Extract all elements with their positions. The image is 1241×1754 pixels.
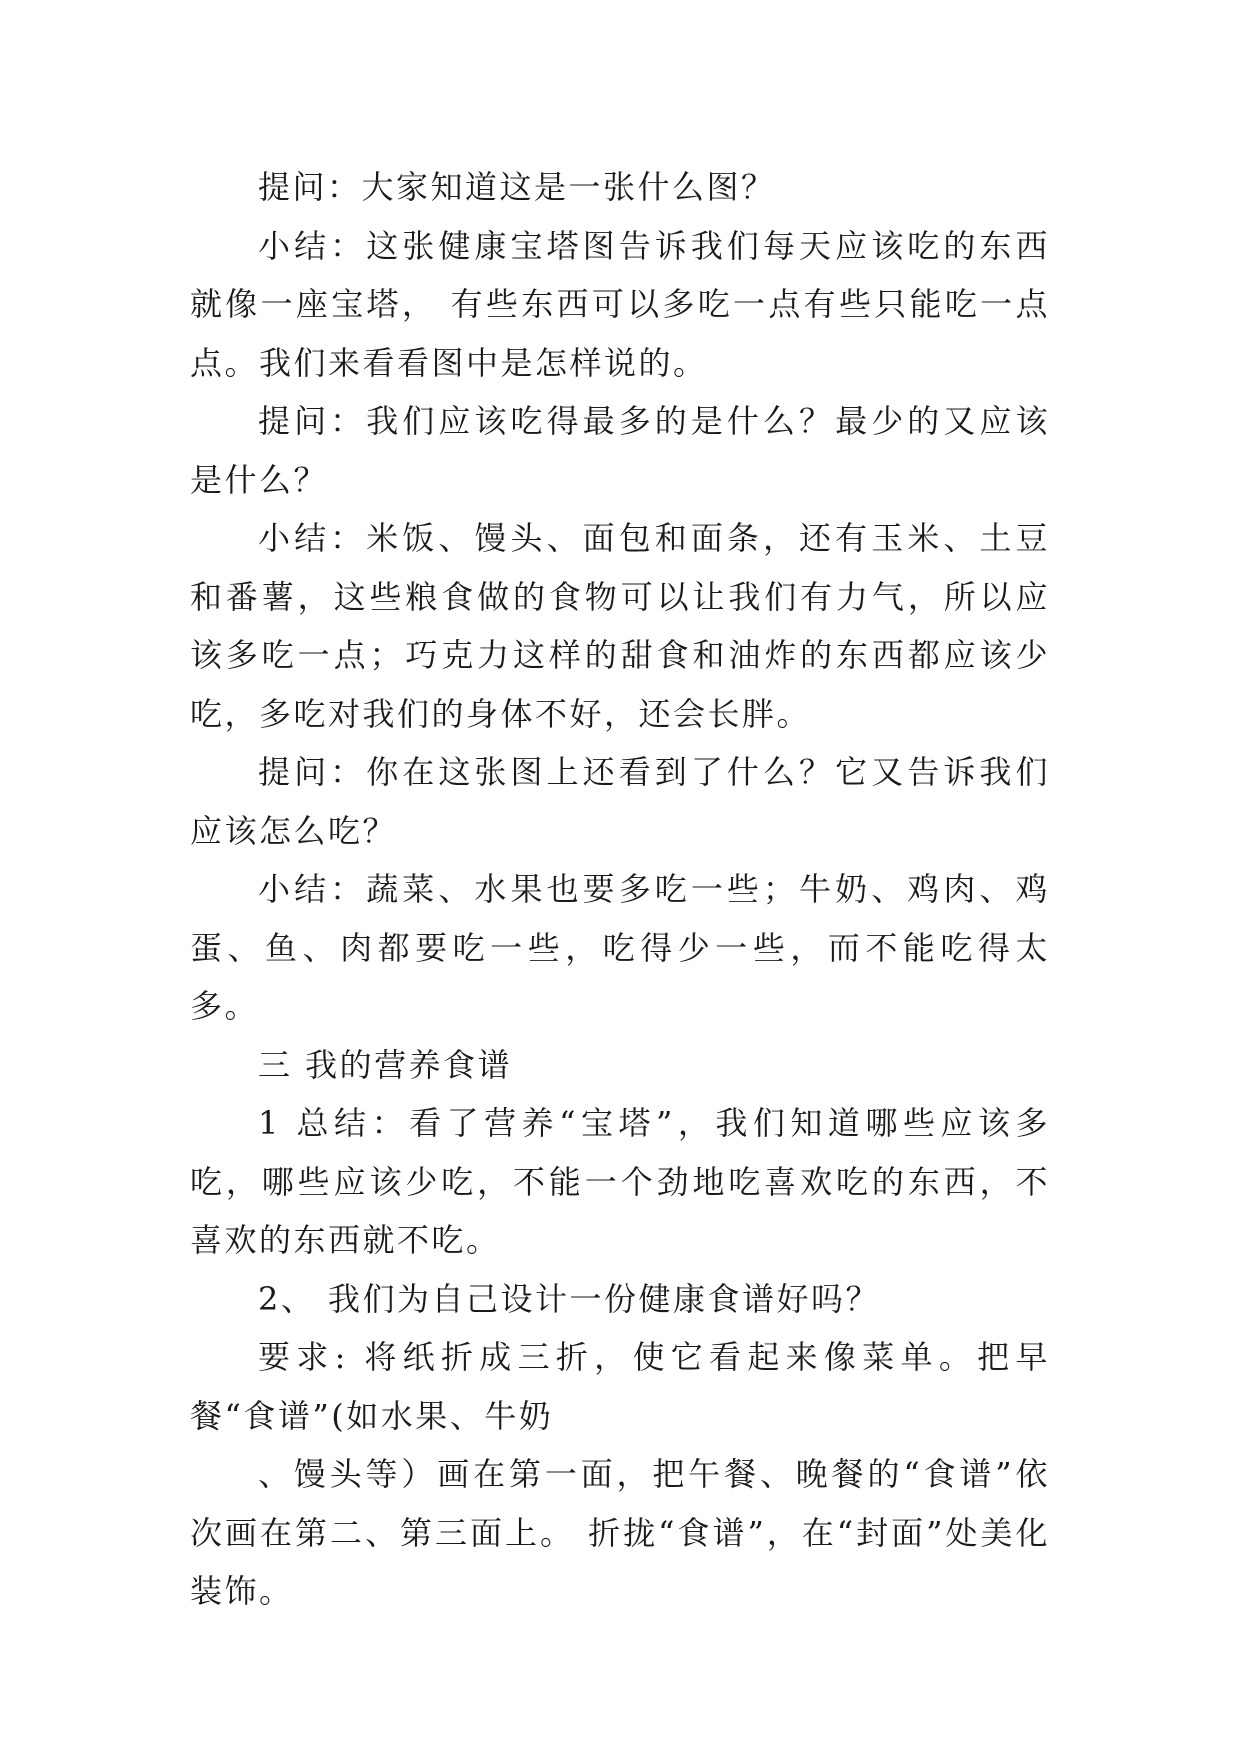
paragraph-requirement: 要求: 将纸折成三折，使它看起来像菜单。把早餐“食谱”(如水果、牛奶 xyxy=(190,1338,1050,1435)
document-body xyxy=(190,158,1050,1621)
paragraph-question-1: 提问：大家知道这是一张什么图？ xyxy=(258,168,776,206)
paragraph-requirement-continued: 、馒头等）画在第一面，把午餐、晚餐的“食谱”依次画在第二、第三面上。 折拢“食谱”，在“封面”处美化装饰。 xyxy=(190,1455,1050,1610)
paragraph-summary-2: 小结：米饭、馒头、面包和面条，还有玉米、土豆和番薯，这些粮食做的食物可以让我们有力气，所以应该多吃一点；巧克力这样的甜食和油炸的东西都应该少吃，多吃对我们的身体不好，还会长胖。 xyxy=(190,519,1050,733)
section-heading: 三 我的营养食谱 xyxy=(258,1045,513,1084)
paragraph-conclusion: 1 总结：看了营养“宝塔”，我们知道哪些应该多吃，哪些应该少吃，不能一个劲地吃喜欢吃的东西，不喜欢的东西就不吃。 xyxy=(190,1104,1050,1259)
paragraph-step-2: 2、 我们为自己设计一份健康食谱好吗？ xyxy=(258,1279,881,1318)
paragraph-summary-1: 小结：这张健康宝塔图告诉我们每天应该吃的东西就像一座宝塔， 有些东西可以多吃一点有些只能吃一点点。我们来看看图中是怎样说的。 xyxy=(190,226,1050,382)
paragraph-summary-3: 小结：蔬菜、水果也要多吃一些；牛奶、鸡肉、鸡蛋、鱼、肉都要吃一些，吃得少一些，而不能吃得太多。 xyxy=(190,870,1050,1025)
paragraph-question-3: 提问：你在这张图上还看到了什么？它又告诉我们应该怎么吃？ xyxy=(190,753,1050,850)
paragraph-question-2: 提问：我们应该吃得最多的是什么？最少的又应该是什么？ xyxy=(190,402,1050,499)
